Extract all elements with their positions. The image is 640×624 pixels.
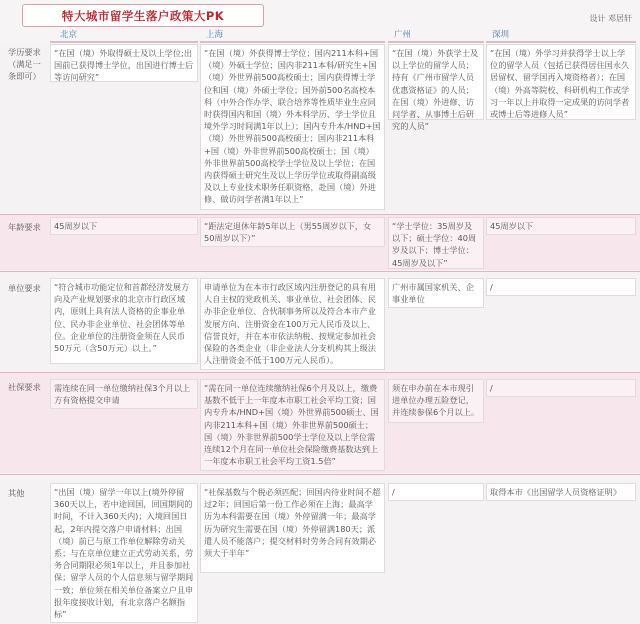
cell-guangzhou: /: [388, 483, 484, 501]
row-education: [0, 44, 640, 212]
cell-guangzhou: “学士学位：35周岁及以下；硕士学位：40周岁及以下；博士学位：45周岁及以下”: [388, 217, 484, 269]
header-underline: [50, 41, 198, 43]
cell-shanghai: “需在同一单位连续缴纳社保6个月及以上，缴费基数不低于上一年度本市职工社会平均工资；国内专升本/HND+国（境）外世界前500硕士、国内非211本科+国（境）外非世界前500硕士；国（境）外非世界前500学士学位及以上学位需连续12个月在同一单位社会保险缴费基数达到上一年度本市职工社会平均工资1.5倍”: [200, 379, 385, 471]
column-header-beijing: 北京: [60, 30, 78, 40]
row-age: [0, 215, 640, 270]
cell-shenzhen: /: [486, 278, 636, 296]
cell-shanghai: 申请单位为在本市行政区域内注册登记的具有用人自主权的党政机关、事业单位、社会团体、民办非企业单位、合伙制事务所以及符合本市产业发展方向、注册资金在100万元人民币及以上、信誉良好，并在本市依法纳税、按规定参加社会保险的各类企业（非企业法人分支机构其上级法人注册资金不低于100万元人民币）。: [200, 278, 385, 370]
cell-shenzhen: “在国（境）外学习并获得学士以上学位的留学人员（包括已获得居住国永久居留权、留学国再入境资格者）；在国（境）外高等院校、科研机构工作或学习一年以上并取得一定成果的访问学者或博士后等进修人员”: [486, 44, 636, 120]
header-underline: [388, 41, 484, 43]
row-label: 单位要求: [8, 283, 41, 293]
cell-guangzhou: 须在申办前在本市现引进单位办理五险登记，并连续参保6个月以上。: [388, 379, 484, 423]
page-title: 特大城市留学生落户政策大PK: [61, 9, 225, 23]
row-social-insurance: [0, 373, 640, 473]
cell-shanghai: “距法定退休年龄5年以上（男55周岁以下，女50周岁以下）”: [200, 217, 385, 247]
cell-shanghai: “在国（境）外获得博士学位；国内211本科+国（境）外硕士学位；国内非211本科/研究生+国（境）外世界前500高校硕士；国内获得博士学位和国（境）外硕士学位；国外前500名高校本科（中外合作办学、联合培养等性质毕业生应同时获得国内和国（境）外本科学历、学士学位且境外学习时间满1年以上）；国内专升本/HND+国（境）外世界前500高校硕士；国内非211本科+国（境）外非世界前500高校硕士；国（境）外非世界前500高校学士学位及以上学位；在国内获得硕士研究生及以上学历学位或取得副高级及以上专业技术职务任职资格，赴国（境）外进修、做访问学者满1年以上”: [200, 44, 385, 210]
cell-beijing: 45周岁以下: [50, 217, 198, 235]
row-label: 学历要求（满足一条即可）: [8, 47, 41, 81]
column-header-shenzhen: 深圳: [492, 30, 510, 40]
designer-credit: 设计 邓居轩: [589, 14, 632, 23]
cell-beijing: “符合城市功能定位和首都经济发展方向及产业规划要求的北京市行政区域内，原则上具有法人资格的企事业单位、民办非企业单位、社会团体等单位。企业单位的注册资金须在人民币50万元（含50万元）以上。”: [50, 278, 198, 364]
cell-beijing: “在国（境）外取得硕士及以上学位;出国前已获得博士学位，出国进行博士后等访问研究”: [50, 44, 198, 82]
cell-beijing: 需连续在同一单位缴纳社保3个月以上方有资格提交申请: [50, 379, 198, 409]
cell-shenzhen: /: [486, 379, 636, 397]
title-banner: [22, 4, 264, 27]
header-underline: [486, 41, 636, 43]
row-employer: [0, 272, 640, 371]
cell-guangzhou: “在国（境）外获学士及以上学位的留学人员；持有《广州市留学人员优惠资格证》的人员；在国（境）外进修、访问学者、从事博士后研究的人员”: [388, 44, 484, 120]
column-header-shanghai: 上海: [206, 30, 224, 40]
header-underline: [200, 41, 385, 43]
row-other: [0, 475, 640, 624]
column-header-guangzhou: 广州: [394, 30, 412, 40]
cell-guangzhou: 广州市属国家机关、企事业单位: [388, 278, 484, 308]
cell-shenzhen: 取得本市《出国留学人员资格证明》: [486, 483, 636, 501]
row-label: 社保要求: [8, 382, 41, 392]
cell-shenzhen: 45周岁以下: [486, 217, 636, 235]
row-label: 年龄要求: [8, 222, 41, 232]
row-label: 其他: [8, 488, 25, 498]
cell-shanghai: “社保基数与个税必须匹配；回国内待业时间不超过2年；回国后第一份工作必须在上海；最高学历为本科需要在国（境）外停留满一年；最高学历为研究生需要在国（境）外停留满180天；派遣人员不能落户；提交材料时劳务合同有效期必须大于半年”: [200, 483, 385, 573]
cell-beijing: “出国（境）留学一年以上(境外停留360天以上，若中途回国，回国期间的时间，不计入360天内)；入境回国日起，2年内提交落户申请材料；出国（境）前已与原工作单位解除劳动关系；与在京单位建立正式劳动关系，劳务合同期限必须1年以上，并且参加社保；留学人员的个人信息须与留学期间一致；单位须在相关单位备案立户且申报年度接收计划，有北京落户名额指标”: [50, 483, 198, 623]
